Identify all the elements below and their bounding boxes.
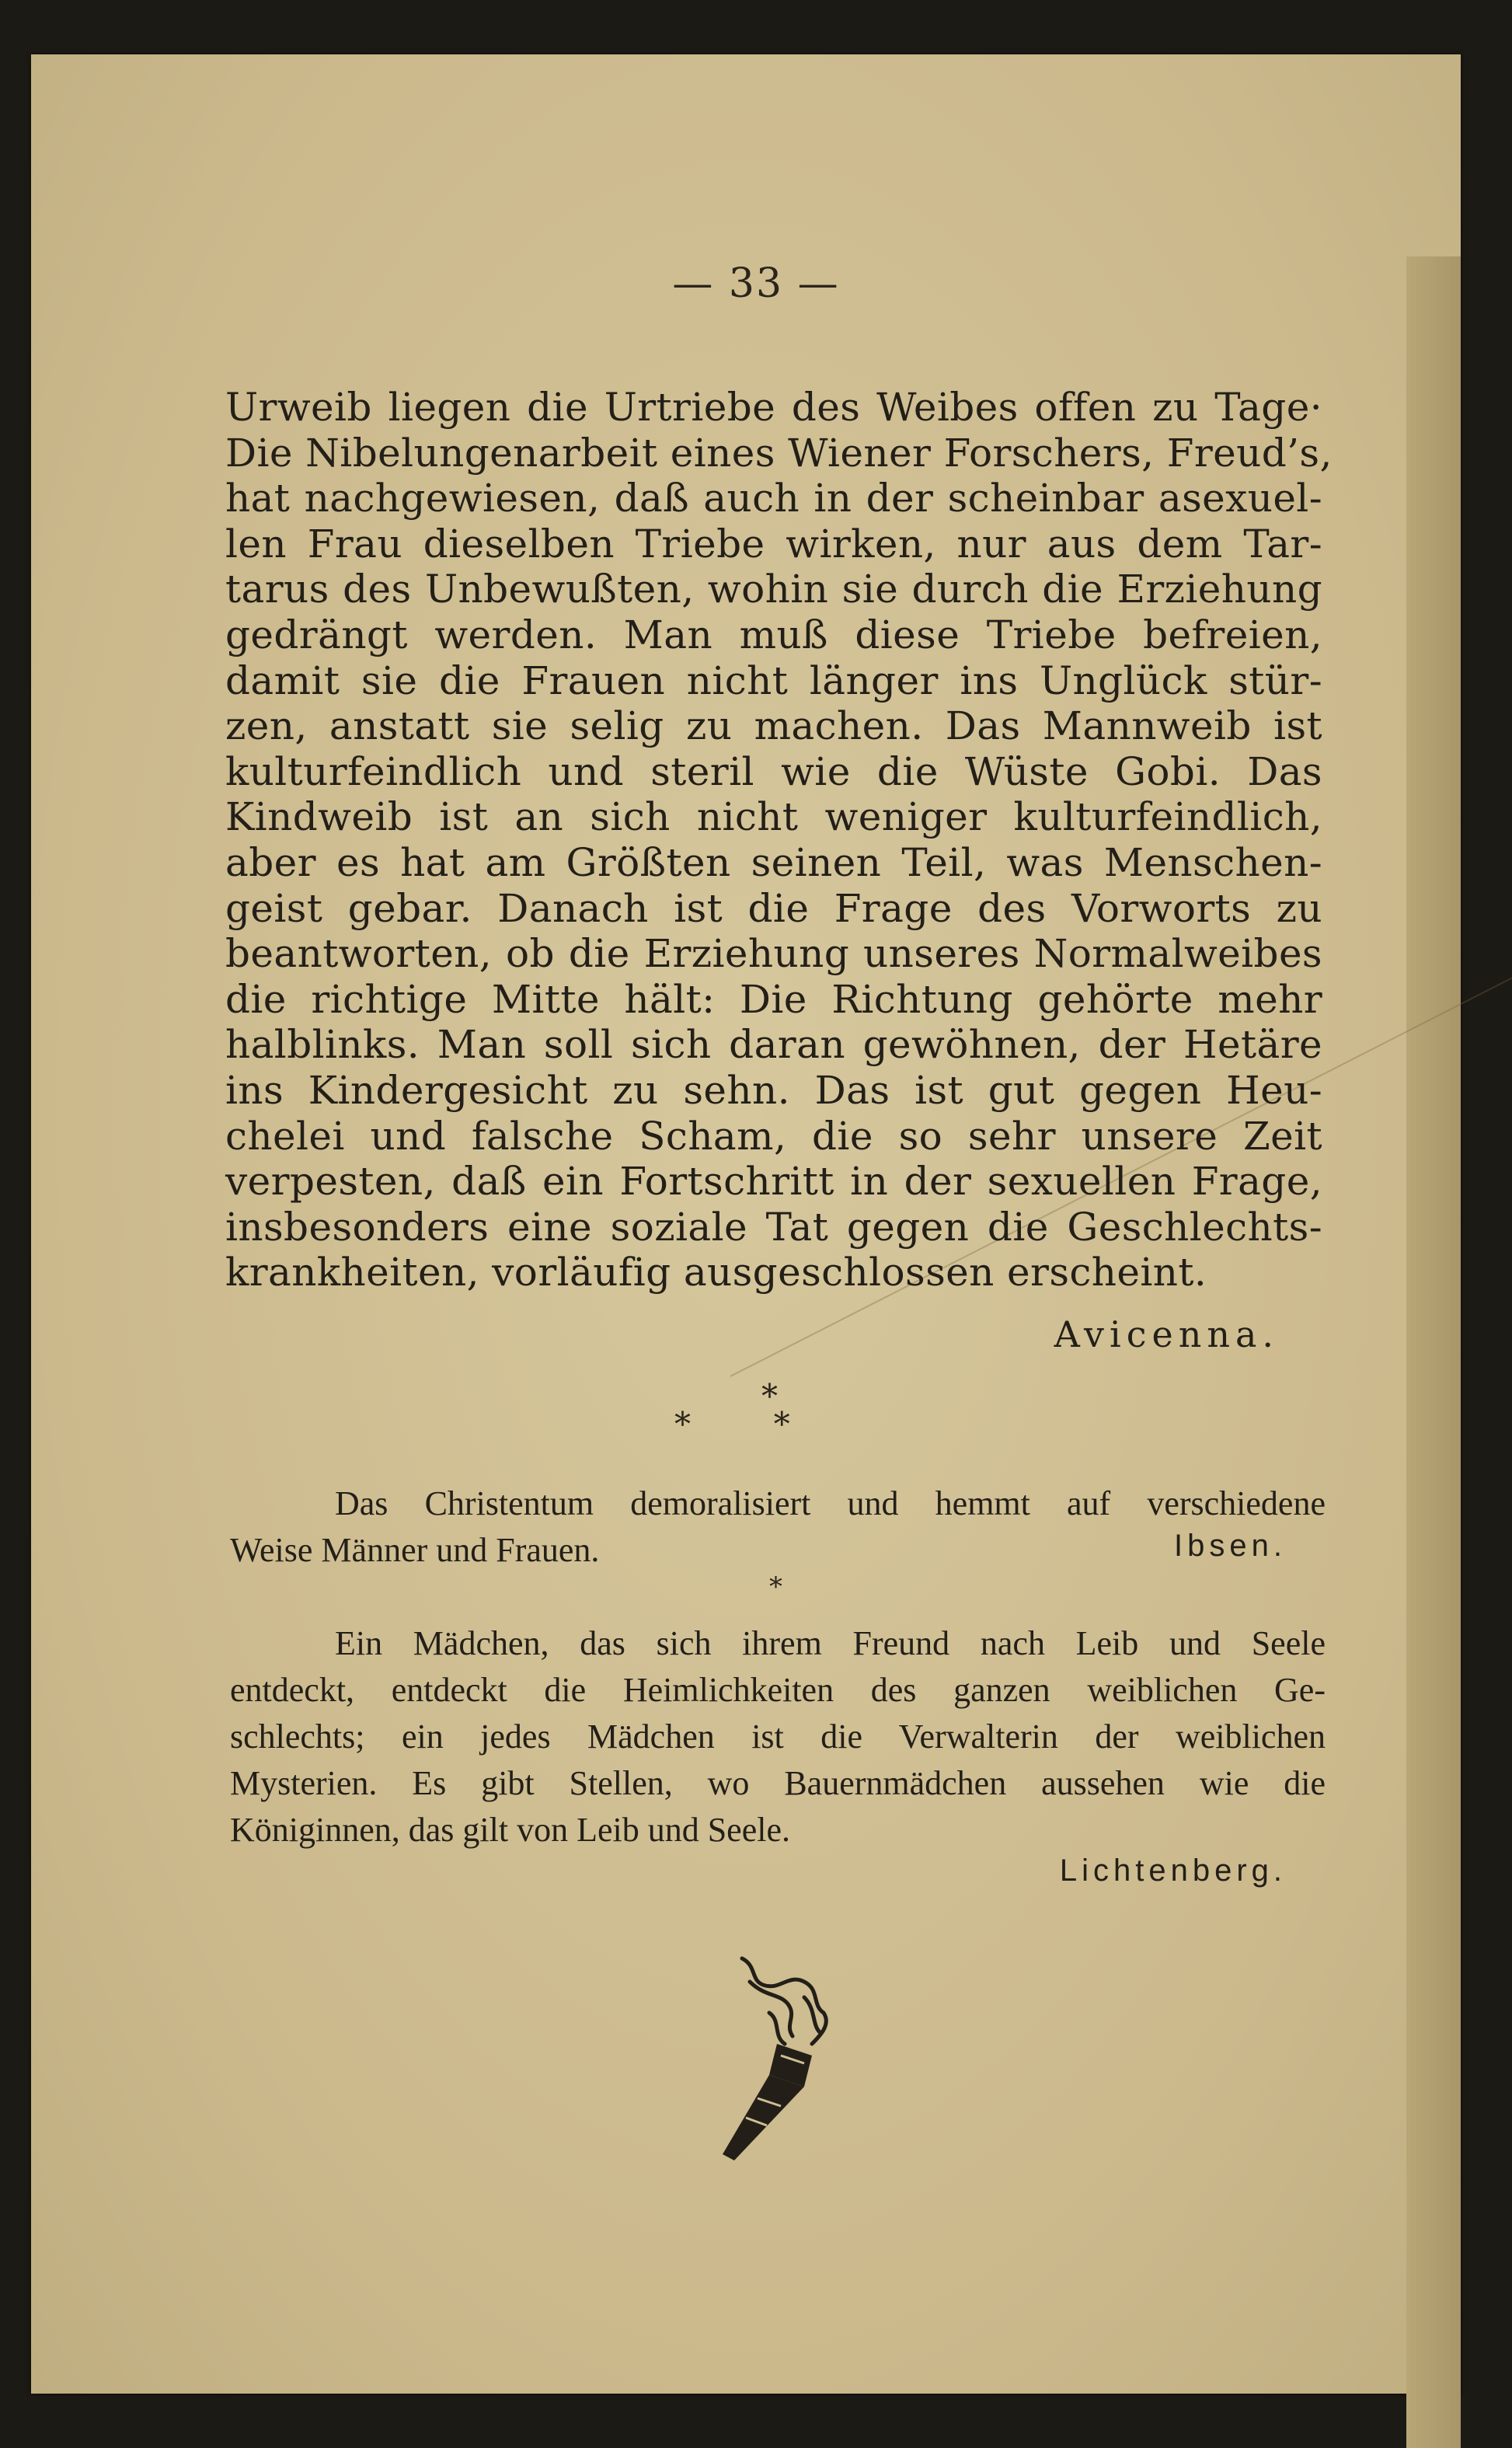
body-line: Die Nibelungenarbeit eines Wiener Forschers, Freud’s, (225, 430, 1333, 476)
signature-avicenna: Avicenna. (1054, 1313, 1279, 1355)
torch-icon (695, 1951, 866, 2176)
main-paragraph (225, 385, 1333, 1295)
body-line: gedrängt werden. Man muß diese Triebe befreien, (225, 612, 1322, 657)
signature-lichtenberg: Lichtenberg. (1059, 1853, 1287, 1888)
body-line: krankheiten, vorläufig ausgeschlossen erscheint. (225, 1250, 1207, 1295)
asterisk-separator: * (769, 1571, 782, 1602)
body-line: halblinks. Man soll sich daran gewöhnen, der Hetäre (225, 1022, 1322, 1068)
body-line: die richtige Mitte hält: Die Richtung gehörte mehr (225, 976, 1322, 1022)
body-line: zen, anstatt sie selig zu machen. Das Mannweib ist (225, 703, 1322, 749)
page-number: — 33 — (672, 260, 840, 307)
body-line: chelei und falsche Scham, die so sehr unsere Zeit (225, 1113, 1322, 1159)
quote-ibsen (230, 1480, 1326, 1574)
body-line: len Frau dieselben Triebe wirken, nur aus dem Tar- (225, 521, 1322, 567)
quote-line: Königinnen, das gilt von Leib und Seele. (230, 1811, 790, 1849)
quote-line: Weise Männer und Frauen. (230, 1531, 600, 1569)
quote-line: Das Christentum demoralisiert und hemmt auf verschiedene (335, 1484, 1326, 1522)
asterism-top: * (761, 1377, 778, 1415)
body-line: beantworten, ob die Erziehung unseres Normalweibes (225, 931, 1322, 977)
body-line: ins Kindergesicht zu sehn. Das ist gut gegen Heu- (225, 1067, 1322, 1113)
body-line: insbesonders eine soziale Tat gegen die Geschlechts- (225, 1204, 1322, 1250)
quote-line: schlechts; ein jedes Mädchen ist die Verwalterin der weiblichen (230, 1717, 1326, 1756)
body-line: aber es hat am Größten seinen Teil, was Menschen- (225, 839, 1322, 885)
body-line: tarus des Unbewußten, wohin sie durch die Erziehung (225, 567, 1322, 612)
quote-line: Ein Mädchen, das sich ihrem Freund nach Leib und Seele (335, 1624, 1326, 1662)
body-line: Kindweib ist an sich nicht weniger kulturfeindlich, (225, 794, 1322, 840)
body-line: damit sie die Frauen nicht länger ins Unglück stür- (225, 657, 1322, 703)
body-line: kulturfeindlich und steril wie die Wüste Gobi. Das (225, 748, 1322, 794)
body-line: Urweib liegen die Urtriebe des Weibes offen zu Tage· (225, 385, 1322, 430)
body-line: geist gebar. Danach ist die Frage des Vorworts zu (225, 885, 1322, 931)
body-line: hat nachgewiesen, daß auch in der scheinbar asexuel- (225, 476, 1322, 521)
quote-line: Mysterien. Es gibt Stellen, wo Bauernmädchen aussehen wie die (230, 1764, 1326, 1802)
asterism-bottom: * * (674, 1405, 790, 1443)
page-edge (1406, 256, 1461, 2448)
quote-line: entdeckt, entdeckt die Heimlichkeiten des ganzen weiblichen Ge- (230, 1671, 1326, 1709)
body-line: verpesten, daß ein Fortschritt in der sexuellen Frage, (225, 1159, 1322, 1205)
quote-lichtenberg (230, 1620, 1326, 1853)
signature-ibsen: Ibsen. (1174, 1529, 1287, 1563)
